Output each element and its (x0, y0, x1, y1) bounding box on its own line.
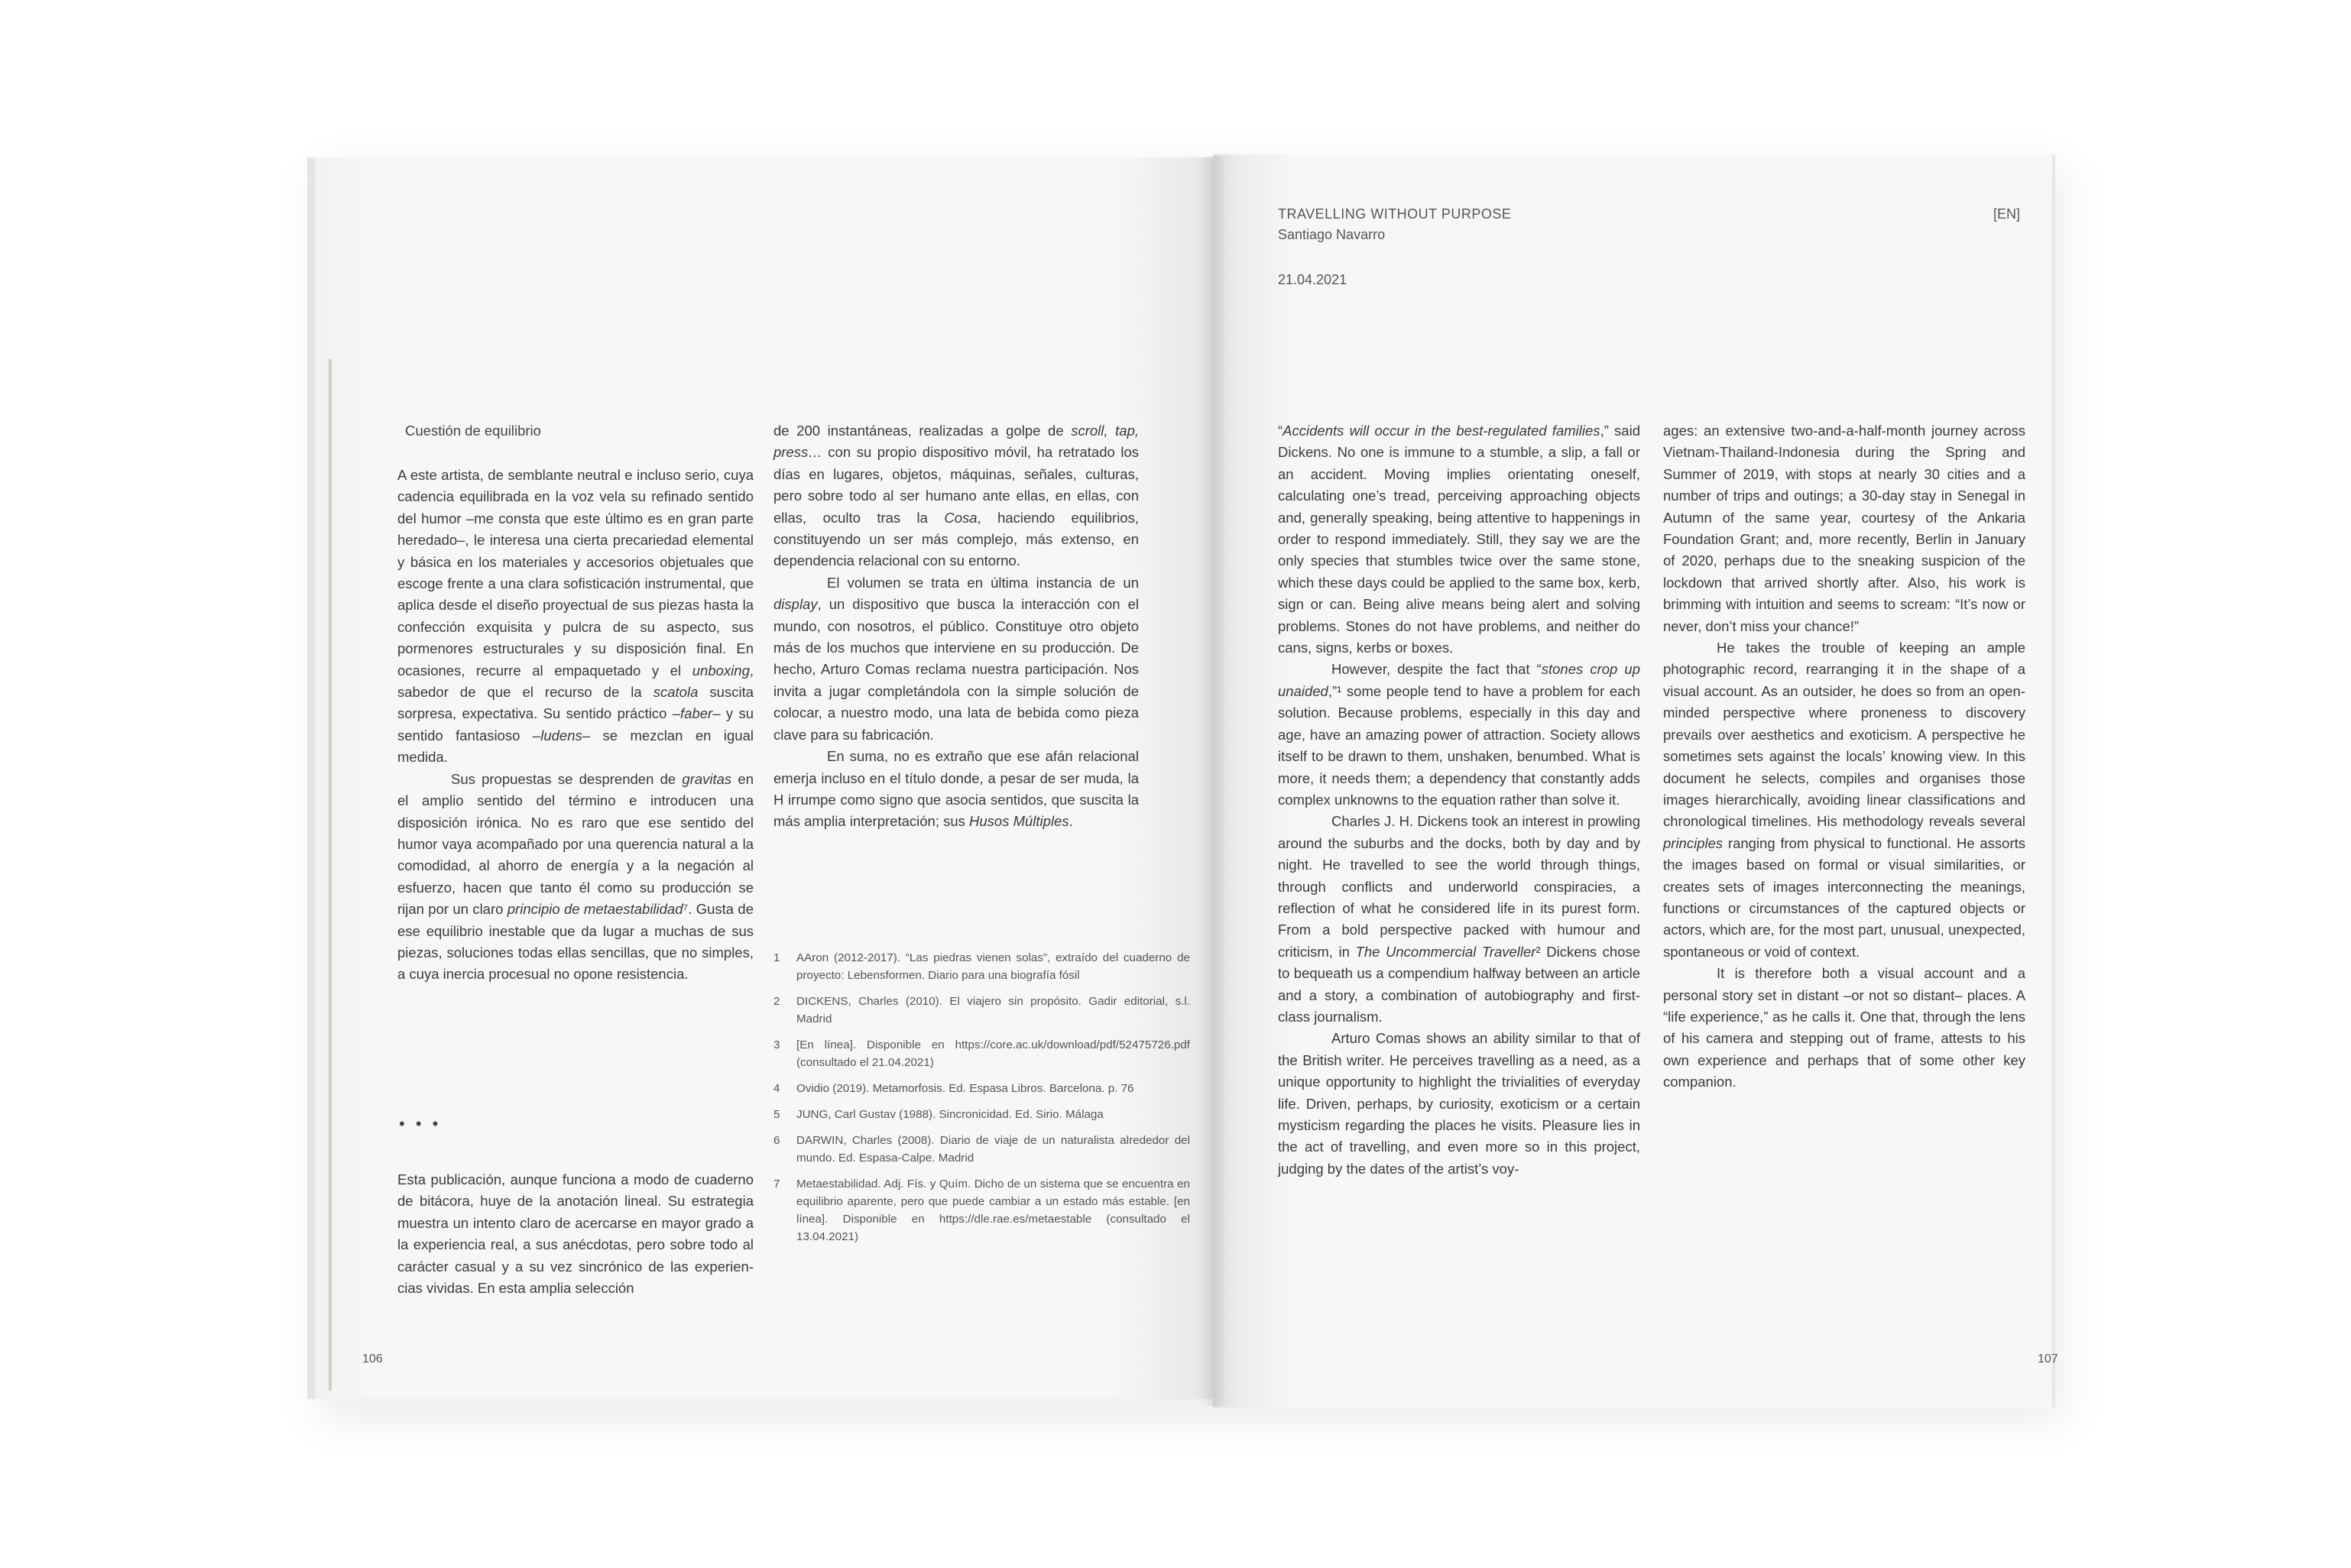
footnote-number: 4 (773, 1082, 780, 1095)
italic-text: Cosa (944, 509, 978, 526)
italic-text: gravitas (682, 770, 732, 787)
italic-text: principio de metaestabilidad (507, 901, 683, 918)
footnote-number: 2 (773, 995, 780, 1008)
paragraph: Arturo Comas shows an ability similar to that of the British writer. He perceives travelling as a need, as a unique opportunity to highlight the trivialities of everyday life. Driven, perhaps, by curiosity, exoticism or a certain mysticism regarding the places he visits. Pleasure lies in the act of travelling, and even more so in this project, judging by the dates of the artist’s voy- (1278, 1030, 1640, 1177)
footnote (773, 1106, 1190, 1123)
section-heading: Cuestión de equilibrio (405, 423, 541, 439)
footnote-text: DICKENS, Charles (2010). El viajero sin propósito. Gadir editorial, s.l. Madrid (796, 995, 1190, 1025)
italic-text: The Uncommercial Traveller (1355, 943, 1536, 960)
footnote (773, 1036, 1190, 1071)
paragraph: ages: an extensive two-and-a-half-month journey across Vietnam-Thailand-Indonesia during the Spring and Summer of 2019, with stops at nearly 30 cities and a number of trips and outings; a 30-day stay in Senegal in Autumn of the same year, courtesy of the Ankaria Foundation Grant; and, more recently, Berlin in January of 2020, perhaps due to the sneaking suspicion of the lockdown that arrived shortly after. Also, his work is brimming with intuition and seems to scream: “It’s now or never, don’t miss your chance!” (1663, 423, 2025, 634)
left-col1-bottom-text (397, 1169, 754, 1299)
footnote-text: AAron (2012-2017). “Las piedras vienen solas”, extraído del cuaderno de proyecto: Lebensformen. Diario para una biografía fósil (796, 951, 1190, 982)
article-author: Santiago Navarro (1278, 227, 1386, 242)
paragraph: It is therefore both a visual account and a personal story set in distant –or not so distant– places. A “life experience,” as he calls it. One that, through the lens of his camera and stepping out of frame, attests to his own experience and perhaps that of some other key companion. (1663, 965, 2025, 1090)
page-number-left: 106 (362, 1353, 383, 1366)
footnote-text: Ovidio (2019). Metamorfosis. Ed. Espasa Libros. Barcelona. p. 76 (796, 1082, 1134, 1095)
left-col1-text (397, 465, 754, 986)
italic-text: scroll, tap, press… (773, 423, 1139, 461)
italic-text: scatola (653, 684, 699, 701)
italic-text: principles (1663, 834, 1724, 851)
book-gutter (1200, 156, 1227, 1406)
footnote-number: 5 (773, 1108, 780, 1121)
footnote (773, 993, 1190, 1028)
article-title: TRAVELLING WITHOUT PURPOSE (1278, 206, 1512, 222)
footnote (773, 1080, 1190, 1097)
italic-text: display (773, 596, 818, 613)
footnote (773, 949, 1190, 984)
right-col1-text (1278, 420, 1640, 1180)
italic-text: faber (680, 705, 713, 722)
footnote-number: 6 (773, 1134, 780, 1147)
italic-text: ludens (540, 727, 582, 744)
paragraph: A este artista, de semblante neutral e incluso serio, cuya cadencia equilibrada en la voz vela su refinado sentido del humor –me consta que este último es en gran parte heredado–, le interesa una cierta precariedad elemental y básica en los materiales y accesorios objetuales que escoge frente a una clara sofisticación instrumental, que aplica desde el diseño proyectual de sus piezas hasta la confección exquisita y pulcra de su aspecto, sus pormenores estructurales y su disposición final. En ocasiones, recurre al empaquetado y el unboxing, sabedor de que el recurso de la scatola suscita sorpresa, expectativa. Su sentido práctico –faber– y su sentido fantasioso –ludens– se mezclan en igual medida. (397, 467, 754, 766)
paragraph: He takes the trouble of keeping an ample photographic record, rearranging it in the shape of a visual account. As an outsider, he does so from an open-minded perspective where proneness to discovery prevails over aesthetics and exoticism. A perspective he sometimes sets against the locals’ knowing view. In this document he selects, compiles and organises those images hierarchically, avoiding linear classifications and chronological timelines. His methodology reveals several principles ranging from physical to functional. He assorts the images based on formal or visual similarities, or creates sets of images interconnecting the meanings, functions or circumstances of the captured objects or actors, which are, for the most part, unusual, unexpected, spontaneous or void of context. (1663, 640, 2025, 960)
page-edge (329, 359, 332, 1391)
footnote-text: DARWIN, Charles (2008). Diario de viaje de un naturalista alrededor del mundo. Ed. Espasa-Calpe. Madrid (796, 1134, 1190, 1165)
section-separator: • • • (399, 1114, 442, 1133)
footnotes (773, 949, 1190, 1254)
italic-text: Accidents will occur in the best-regulated families (1283, 423, 1600, 439)
page-number-right: 107 (2038, 1353, 2058, 1366)
paragraph: Sus propuestas se desprenden de gravitas en el amplio sentido del término e introducen una disposición irónica. No es raro que ese sentido del humor vaya acompañado por una querencia natural a la comodidad, al ahorro de energía y a la negación al esfuerzo, hacen que tanto él como su producción se rijan por un claro principio de metaestabilidad⁷. Gusta de ese equilibrio inestable que da lugar a muchas de sus piezas, soluciones todas ellas sencillas, que no simples, a cuya inercia procesual no opone resistencia. (397, 770, 754, 983)
paragraph: “Accidents will occur in the best-regulated families,” said Dickens. No one is immune to a stumble, a slip, a fall or an accident. Moving implies orientating oneself, calculating one’s tread, perceiving approaching objects and, generally speaking, being attentive to happenings in order to respond immediately. Still, they say we are the only species that stumbles twice over the same stone, which these days could be applied to the same box, kerb, sign or can. Being alive means being alert and solving problems. Stones do not have problems, and neither do cans, signs, kerbs or boxes. (1278, 423, 1640, 656)
paragraph: El volumen se trata en última instancia de un display, un dispositivo que busca la interacción con el mundo, con nosotros, el público. Constituye otro objeto más de los muchos que interviene en su producción. De hecho, Arturo Comas reclama nuestra participación. Nos invita a jugar completándola con la simple solución de colocar, a nuestro modo, una lata de bebida como pieza clave para su fabricación. (773, 574, 1139, 743)
footnote-text: [En línea]. Disponible en https://core.ac.uk/download/pdf/52475726.pdf (consultado el 21.04.2021) (796, 1038, 1190, 1069)
paragraph: Charles J. H. Dickens took an interest in prowling around the suburbs and the docks, both by day and by night. He travelled to see the world through things, through conflicts and underworld conspiracies, a reflection of what he considered life in its purest form. From a bold perspective packed with humour and criticism, in The Uncommercial Traveller² Dickens chose to bequeath us a compendium halfway between an article and a story, a combination of autobiography and first-class journalism. (1278, 813, 1640, 1025)
footnote (773, 1175, 1190, 1246)
paragraph: However, despite the fact that “stones crop up unaided,”¹ some people tend to have a problem for each solution. Because problems, especially in this day and age, have an amazing power of attraction. Society allows itself to be drawn to them, unshaken, benumbed. What is more, it needs them; a dependency that constantly adds complex unknowns to the equation rather than solve it. (1278, 661, 1640, 808)
italic-text: stones crop up unaided (1278, 661, 1640, 699)
italic-text: unboxing (692, 662, 750, 679)
footnote-text: Metaestabilidad. Adj. Fís. y Quím. Dicho de un sistema que se encuentra en equilibrio aparente, pero que puede cambiar a un estado más estable. [en línea]. Disponible en https://dle.rae.es/metaestable (consultado el 13.04.2021) (796, 1178, 1190, 1243)
paragraph: de 200 instantáneas, realizadas a golpe de scroll, tap, press… con su propio dispositivo móvil, ha retratado los días en lugares, objetos, máquinas, señales, culturas, pero sobre todo al ser humano ante ellas, en ellas, con ellas, oculto tras la Cosa, haciendo equilibrios, constituyendo un ser más complejo, más extenso, en dependencia relacional con su entorno. (773, 423, 1139, 569)
footnote-number: 3 (773, 1038, 780, 1051)
right-col2-text (1663, 420, 2025, 1093)
italic-text: Husos Múltiples (969, 813, 1069, 830)
paragraph: Esta publicación, aunque funciona a modo de cuaderno de bitácora, huye de la anotación lineal. Su estrategia muestra un intento claro de acercarse en mayor grado a la experiencia real, a sus anécdotas, pero sobre todo al carácter casual y a su vez sincrónico de las experien-cias vividas. En esta amplia selección (397, 1171, 754, 1297)
footnote-number: 1 (773, 951, 780, 964)
footnote-number: 7 (773, 1178, 780, 1191)
language-tag: [EN] (1993, 206, 2021, 222)
left-col2-text (773, 420, 1139, 833)
footnote-text: JUNG, Carl Gustav (1988). Sincronicidad. Ed. Sirio. Málaga (796, 1108, 1104, 1121)
article-date: 21.04.2021 (1278, 272, 1347, 287)
paragraph: En suma, no es extraño que ese afán relacional emerja incluso en el título donde, a pesar de ser muda, la H irrumpe como signo que asocia sentidos, que suscita la más amplia interpretación; sus Husos Múltiples. (773, 748, 1139, 830)
footnote (773, 1132, 1190, 1167)
